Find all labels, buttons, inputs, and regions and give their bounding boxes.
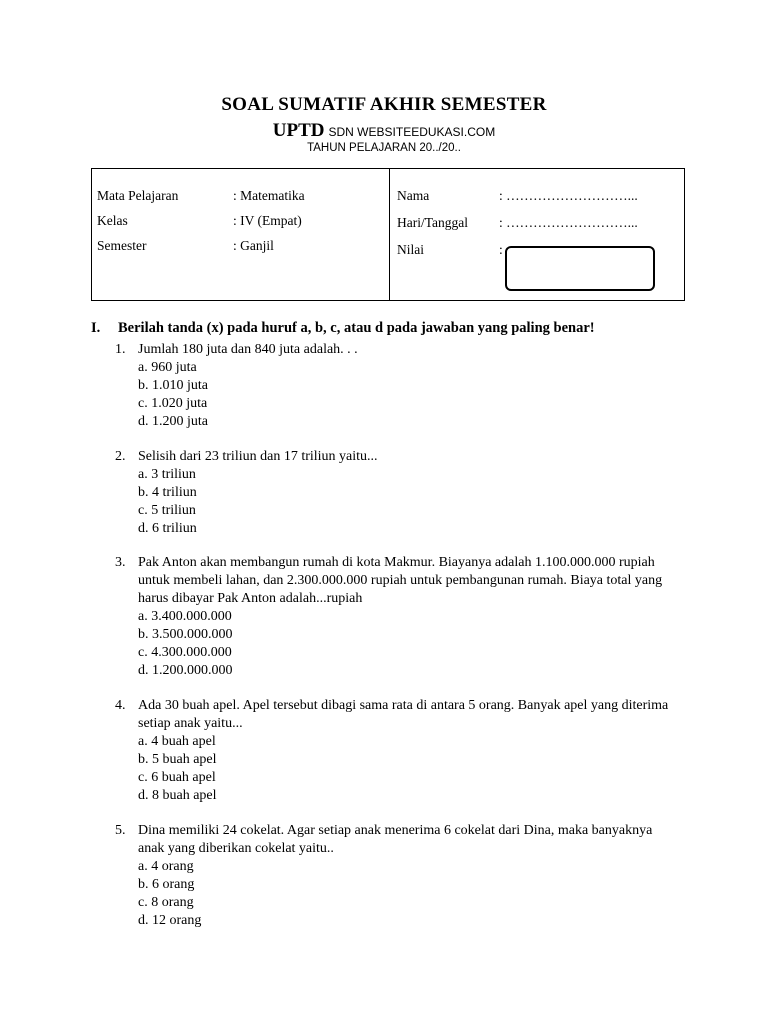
option-list [138, 733, 675, 805]
option-b[interactable]: b. 6 orang [138, 877, 195, 892]
question-row [115, 697, 675, 733]
option-list [138, 359, 675, 431]
question-2 [115, 448, 675, 538]
question-number: 2. [115, 449, 126, 464]
name-label: Nama [397, 188, 430, 203]
info-box [91, 168, 685, 301]
score-colon: : [499, 242, 503, 257]
option-d[interactable]: d. 1.200 juta [138, 414, 208, 429]
question-text: Pak Anton akan membangun rumah di kota Makmur. Biayanya adalah 1.100.000.000 rupiah untuk membeli lahan, dan 2.300.000.000 rupiah untuk pembangunan rumah. Biaya total yang harus dibayar Pak Anton adalah...rupiah [138, 555, 663, 606]
school-name: SDN WEBSITEEDUKASI.COM [328, 125, 496, 139]
option-a[interactable]: a. 4 buah apel [138, 734, 216, 749]
option-b[interactable]: b. 5 buah apel [138, 752, 217, 767]
question-row [115, 554, 675, 608]
section-number: I. [91, 320, 101, 336]
section-instruction [91, 320, 595, 337]
option-a[interactable]: a. 3.400.000.000 [138, 609, 232, 624]
question-row [115, 448, 675, 466]
date-field[interactable]: : ………………………... [499, 215, 638, 230]
option-a[interactable]: a. 3 triliun [138, 467, 196, 482]
question-number: 3. [115, 555, 126, 570]
question-text: Dina memiliki 24 cokelat. Agar setiap anak menerima 6 cokelat dari Dina, maka banyaknya anak yang diberikan cokelat yaitu.. [138, 823, 653, 856]
option-list [138, 858, 675, 930]
school-line [0, 120, 768, 142]
question-number: 1. [115, 342, 126, 357]
question-row [115, 341, 675, 359]
option-d[interactable]: d. 12 orang [138, 913, 202, 928]
option-c[interactable]: c. 1.020 juta [138, 396, 208, 411]
question-text: Ada 30 buah apel. Apel tersebut dibagi sama rata di antara 5 orang. Banyak apel yang diterima setiap anak yaitu... [138, 698, 669, 731]
option-d[interactable]: d. 8 buah apel [138, 788, 217, 803]
info-divider [389, 169, 390, 300]
question-4 [115, 697, 675, 805]
class-value: : IV (Empat) [233, 213, 302, 228]
question-text: Jumlah 180 juta dan 840 juta adalah. . . [138, 342, 358, 357]
class-label: Kelas [97, 213, 128, 228]
score-box[interactable] [505, 246, 655, 291]
option-list [138, 608, 675, 680]
school-year: TAHUN PELAJARAN 20../20.. [307, 142, 461, 154]
question-1 [115, 341, 675, 431]
semester-label: Semester [97, 238, 147, 253]
instruction-text: Berilah tanda (x) pada huruf a, b, c, atau d pada jawaban yang paling benar! [118, 320, 595, 336]
score-label: Nilai [397, 242, 424, 257]
document-title: SOAL SUMATIF AKHIR SEMESTER [221, 94, 547, 115]
question-text: Selisih dari 23 triliun dan 17 triliun yaitu... [138, 449, 378, 464]
option-b[interactable]: b. 3.500.000.000 [138, 627, 233, 642]
option-b[interactable]: b. 4 triliun [138, 485, 197, 500]
question-row [115, 822, 675, 858]
option-c[interactable]: c. 5 triliun [138, 503, 196, 518]
subject-label: Mata Pelajaran [97, 188, 179, 203]
option-d[interactable]: d. 1.200.000.000 [138, 663, 233, 678]
option-a[interactable]: a. 960 juta [138, 360, 197, 375]
option-a[interactable]: a. 4 orang [138, 859, 194, 874]
option-b[interactable]: b. 1.010 juta [138, 378, 208, 393]
question-number: 4. [115, 698, 126, 713]
option-c[interactable]: c. 6 buah apel [138, 770, 216, 785]
option-c[interactable]: c. 4.300.000.000 [138, 645, 232, 660]
semester-value: : Ganjil [233, 238, 274, 253]
option-d[interactable]: d. 6 triliun [138, 521, 197, 536]
question-5 [115, 822, 675, 930]
date-label: Hari/Tanggal [397, 215, 469, 230]
uptd-label: UPTD [272, 120, 325, 141]
question-number: 5. [115, 823, 126, 838]
question-3 [115, 554, 675, 680]
subject-value: : Matematika [233, 188, 305, 203]
option-c[interactable]: c. 8 orang [138, 895, 194, 910]
option-list [138, 466, 675, 538]
name-field[interactable]: : ………………………... [499, 188, 638, 203]
